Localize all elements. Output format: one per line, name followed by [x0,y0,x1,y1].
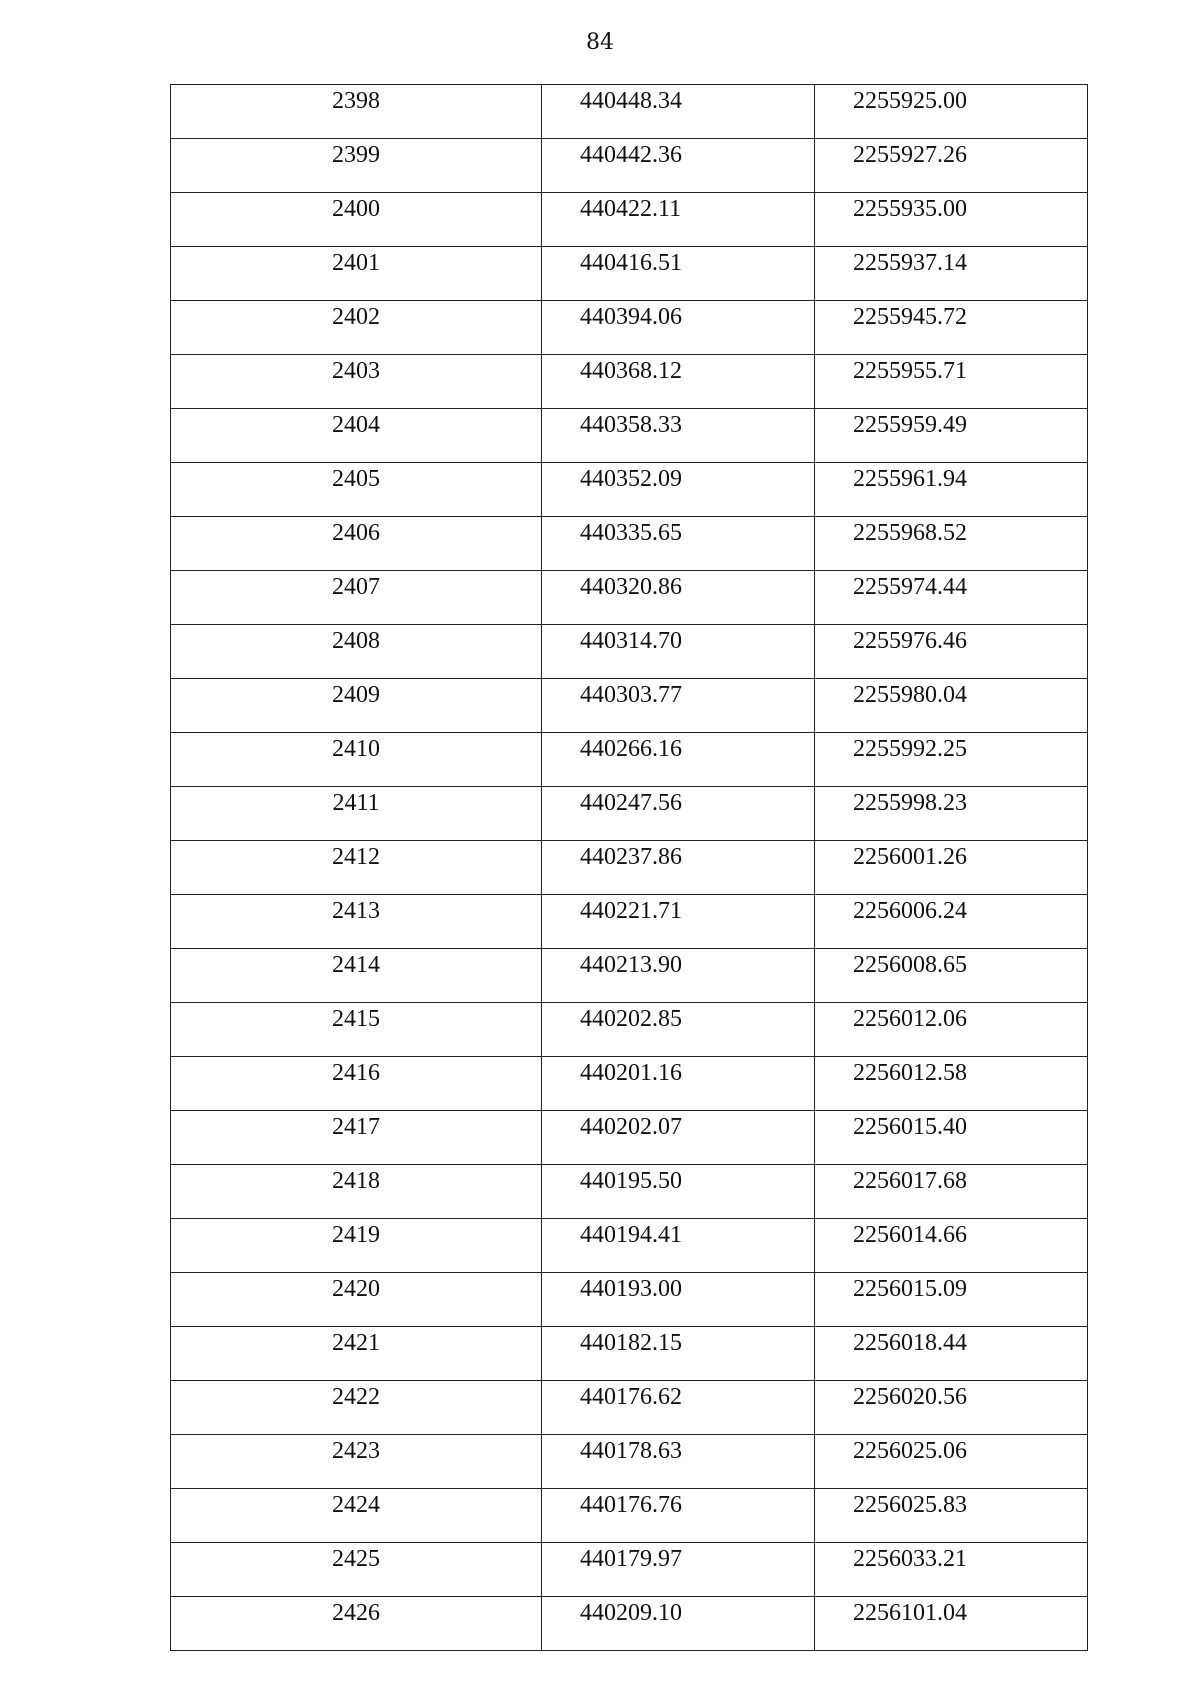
x-coordinate-cell [542,193,815,247]
y-coordinate-cell [815,787,1088,841]
cell-value: 2256006.24 [853,898,967,924]
point-number-cell [171,1435,542,1489]
cell-value: 2421 [332,1330,380,1356]
table-row [171,1381,1088,1435]
point-number-cell [171,463,542,517]
y-coordinate-cell [815,85,1088,139]
cell-value: 2398 [332,88,380,114]
table-row [171,571,1088,625]
cell-value: 440195.50 [580,1168,682,1194]
cell-value: 2256001.26 [853,844,967,870]
cell-value: 2255976.46 [853,628,967,654]
cell-value: 2255935.00 [853,196,967,222]
coordinates-table-body [171,85,1088,1651]
y-coordinate-cell [815,1489,1088,1543]
x-coordinate-cell [542,1543,815,1597]
cell-value: 2399 [332,142,380,168]
x-coordinate-cell [542,139,815,193]
table-row [171,517,1088,571]
cell-value: 2255980.04 [853,682,967,708]
table-row [171,1111,1088,1165]
point-number-cell [171,625,542,679]
coordinates-table [170,84,1088,1651]
table-row [171,1543,1088,1597]
cell-value: 2412 [332,844,380,870]
cell-value: 440416.51 [580,250,682,276]
table-row [171,1435,1088,1489]
cell-value: 2256020.56 [853,1384,967,1410]
cell-value: 2406 [332,520,380,546]
table-row [171,301,1088,355]
table-row [171,1597,1088,1651]
point-number-cell [171,1543,542,1597]
cell-value: 440202.85 [580,1006,682,1032]
point-number-cell [171,1003,542,1057]
x-coordinate-cell [542,1327,815,1381]
cell-value: 2410 [332,736,380,762]
cell-value: 2256017.68 [853,1168,967,1194]
x-coordinate-cell [542,1597,815,1651]
x-coordinate-cell [542,1057,815,1111]
point-number-cell [171,517,542,571]
y-coordinate-cell [815,1273,1088,1327]
point-number-cell [171,193,542,247]
x-coordinate-cell [542,895,815,949]
cell-value: 440320.86 [580,574,682,600]
cell-value: 2408 [332,628,380,654]
cell-value: 2419 [332,1222,380,1248]
point-number-cell [171,301,542,355]
y-coordinate-cell [815,139,1088,193]
cell-value: 2256008.65 [853,952,967,978]
cell-value: 2255974.44 [853,574,967,600]
point-number-cell [171,679,542,733]
cell-value: 2420 [332,1276,380,1302]
cell-value: 2403 [332,358,380,384]
point-number-cell [171,1165,542,1219]
cell-value: 2411 [332,790,380,816]
x-coordinate-cell [542,679,815,733]
x-coordinate-cell [542,733,815,787]
x-coordinate-cell [542,1435,815,1489]
cell-value: 2404 [332,412,380,438]
cell-value: 2423 [332,1438,380,1464]
cell-value: 440368.12 [580,358,682,384]
cell-value: 2255927.26 [853,142,967,168]
cell-value: 2424 [332,1492,380,1518]
y-coordinate-cell [815,193,1088,247]
point-number-cell [171,1111,542,1165]
y-coordinate-cell [815,679,1088,733]
cell-value: 2255925.00 [853,88,967,114]
cell-value: 440266.16 [580,736,682,762]
cell-value: 2422 [332,1384,380,1410]
table-row [171,733,1088,787]
cell-value: 2255968.52 [853,520,967,546]
cell-value: 2401 [332,250,380,276]
cell-value: 440237.86 [580,844,682,870]
cell-value: 440335.65 [580,520,682,546]
y-coordinate-cell [815,1219,1088,1273]
point-number-cell [171,733,542,787]
table-row [171,1165,1088,1219]
y-coordinate-cell [815,463,1088,517]
table-row [171,1003,1088,1057]
cell-value: 440201.16 [580,1060,682,1086]
y-coordinate-cell [815,1111,1088,1165]
y-coordinate-cell [815,1435,1088,1489]
point-number-cell [171,139,542,193]
cell-value: 2256018.44 [853,1330,967,1356]
y-coordinate-cell [815,301,1088,355]
table-row [171,1273,1088,1327]
y-coordinate-cell [815,895,1088,949]
point-number-cell [171,787,542,841]
cell-value: 2426 [332,1600,380,1626]
y-coordinate-cell [815,949,1088,1003]
cell-value: 440448.34 [580,88,682,114]
cell-value: 2256101.04 [853,1600,967,1626]
x-coordinate-cell [542,355,815,409]
cell-value: 2425 [332,1546,380,1572]
y-coordinate-cell [815,625,1088,679]
y-coordinate-cell [815,1057,1088,1111]
cell-value: 2256033.21 [853,1546,967,1572]
table-row [171,139,1088,193]
x-coordinate-cell [542,1381,815,1435]
x-coordinate-cell [542,1273,815,1327]
table-row [171,463,1088,517]
cell-value: 2255937.14 [853,250,967,276]
y-coordinate-cell [815,517,1088,571]
y-coordinate-cell [815,1597,1088,1651]
point-number-cell [171,1057,542,1111]
x-coordinate-cell [542,1489,815,1543]
cell-value: 2418 [332,1168,380,1194]
cell-value: 440176.76 [580,1492,682,1518]
cell-value: 2255945.72 [853,304,967,330]
cell-value: 2255959.49 [853,412,967,438]
cell-value: 2256025.06 [853,1438,967,1464]
cell-value: 440422.11 [580,196,682,222]
table-row [171,787,1088,841]
cell-value: 2256012.06 [853,1006,967,1032]
cell-value: 2416 [332,1060,380,1086]
y-coordinate-cell [815,841,1088,895]
cell-value: 440178.63 [580,1438,682,1464]
x-coordinate-cell [542,517,815,571]
cell-value: 440394.06 [580,304,682,330]
x-coordinate-cell [542,301,815,355]
cell-value: 440358.33 [580,412,682,438]
cell-value: 440182.15 [580,1330,682,1356]
point-number-cell [171,1381,542,1435]
point-number-cell [171,949,542,1003]
x-coordinate-cell [542,841,815,895]
point-number-cell [171,247,542,301]
table-row [171,1489,1088,1543]
table-row [171,679,1088,733]
point-number-cell [171,841,542,895]
y-coordinate-cell [815,1327,1088,1381]
y-coordinate-cell [815,1543,1088,1597]
x-coordinate-cell [542,1165,815,1219]
y-coordinate-cell [815,1003,1088,1057]
point-number-cell [171,85,542,139]
table-row [171,625,1088,679]
point-number-cell [171,1597,542,1651]
x-coordinate-cell [542,85,815,139]
cell-value: 440221.71 [580,898,682,924]
cell-value: 440247.56 [580,790,682,816]
cell-value: 440176.62 [580,1384,682,1410]
table-row [171,1327,1088,1381]
cell-value: 440213.90 [580,952,682,978]
x-coordinate-cell [542,949,815,1003]
table-row [171,193,1088,247]
point-number-cell [171,409,542,463]
cell-value: 2409 [332,682,380,708]
point-number-cell [171,1489,542,1543]
cell-value: 440314.70 [580,628,682,654]
x-coordinate-cell [542,571,815,625]
table-row [171,841,1088,895]
cell-value: 2407 [332,574,380,600]
y-coordinate-cell [815,355,1088,409]
cell-value: 2255961.94 [853,466,967,492]
cell-value: 440352.09 [580,466,682,492]
table-row [171,409,1088,463]
x-coordinate-cell [542,247,815,301]
cell-value: 2256025.83 [853,1492,967,1518]
point-number-cell [171,895,542,949]
table-row [171,1057,1088,1111]
point-number-cell [171,571,542,625]
x-coordinate-cell [542,409,815,463]
cell-value: 2256015.40 [853,1114,967,1140]
x-coordinate-cell [542,625,815,679]
point-number-cell [171,1327,542,1381]
cell-value: 2415 [332,1006,380,1032]
cell-value: 2400 [332,196,380,222]
page-number: 84 [586,30,614,55]
point-number-cell [171,1273,542,1327]
cell-value: 2255992.25 [853,736,967,762]
y-coordinate-cell [815,733,1088,787]
cell-value: 440209.10 [580,1600,682,1626]
cell-value: 2405 [332,466,380,492]
cell-value: 440442.36 [580,142,682,168]
table-row [171,247,1088,301]
table-row [171,355,1088,409]
x-coordinate-cell [542,1003,815,1057]
table-row [171,949,1088,1003]
cell-value: 2417 [332,1114,380,1140]
y-coordinate-cell [815,409,1088,463]
y-coordinate-cell [815,1165,1088,1219]
x-coordinate-cell [542,787,815,841]
table-row [171,1219,1088,1273]
y-coordinate-cell [815,571,1088,625]
y-coordinate-cell [815,247,1088,301]
x-coordinate-cell [542,1111,815,1165]
x-coordinate-cell [542,463,815,517]
cell-value: 2413 [332,898,380,924]
point-number-cell [171,1219,542,1273]
y-coordinate-cell [815,1381,1088,1435]
cell-value: 2414 [332,952,380,978]
cell-value: 2256012.58 [853,1060,967,1086]
cell-value: 2256014.66 [853,1222,967,1248]
table-row [171,85,1088,139]
cell-value: 440179.97 [580,1546,682,1572]
cell-value: 2402 [332,304,380,330]
cell-value: 2255955.71 [853,358,967,384]
point-number-cell [171,355,542,409]
table-row [171,895,1088,949]
cell-value: 440303.77 [580,682,682,708]
cell-value: 2256015.09 [853,1276,967,1302]
cell-value: 440202.07 [580,1114,682,1140]
cell-value: 440194.41 [580,1222,682,1248]
cell-value: 2255998.23 [853,790,967,816]
cell-value: 440193.00 [580,1276,682,1302]
x-coordinate-cell [542,1219,815,1273]
